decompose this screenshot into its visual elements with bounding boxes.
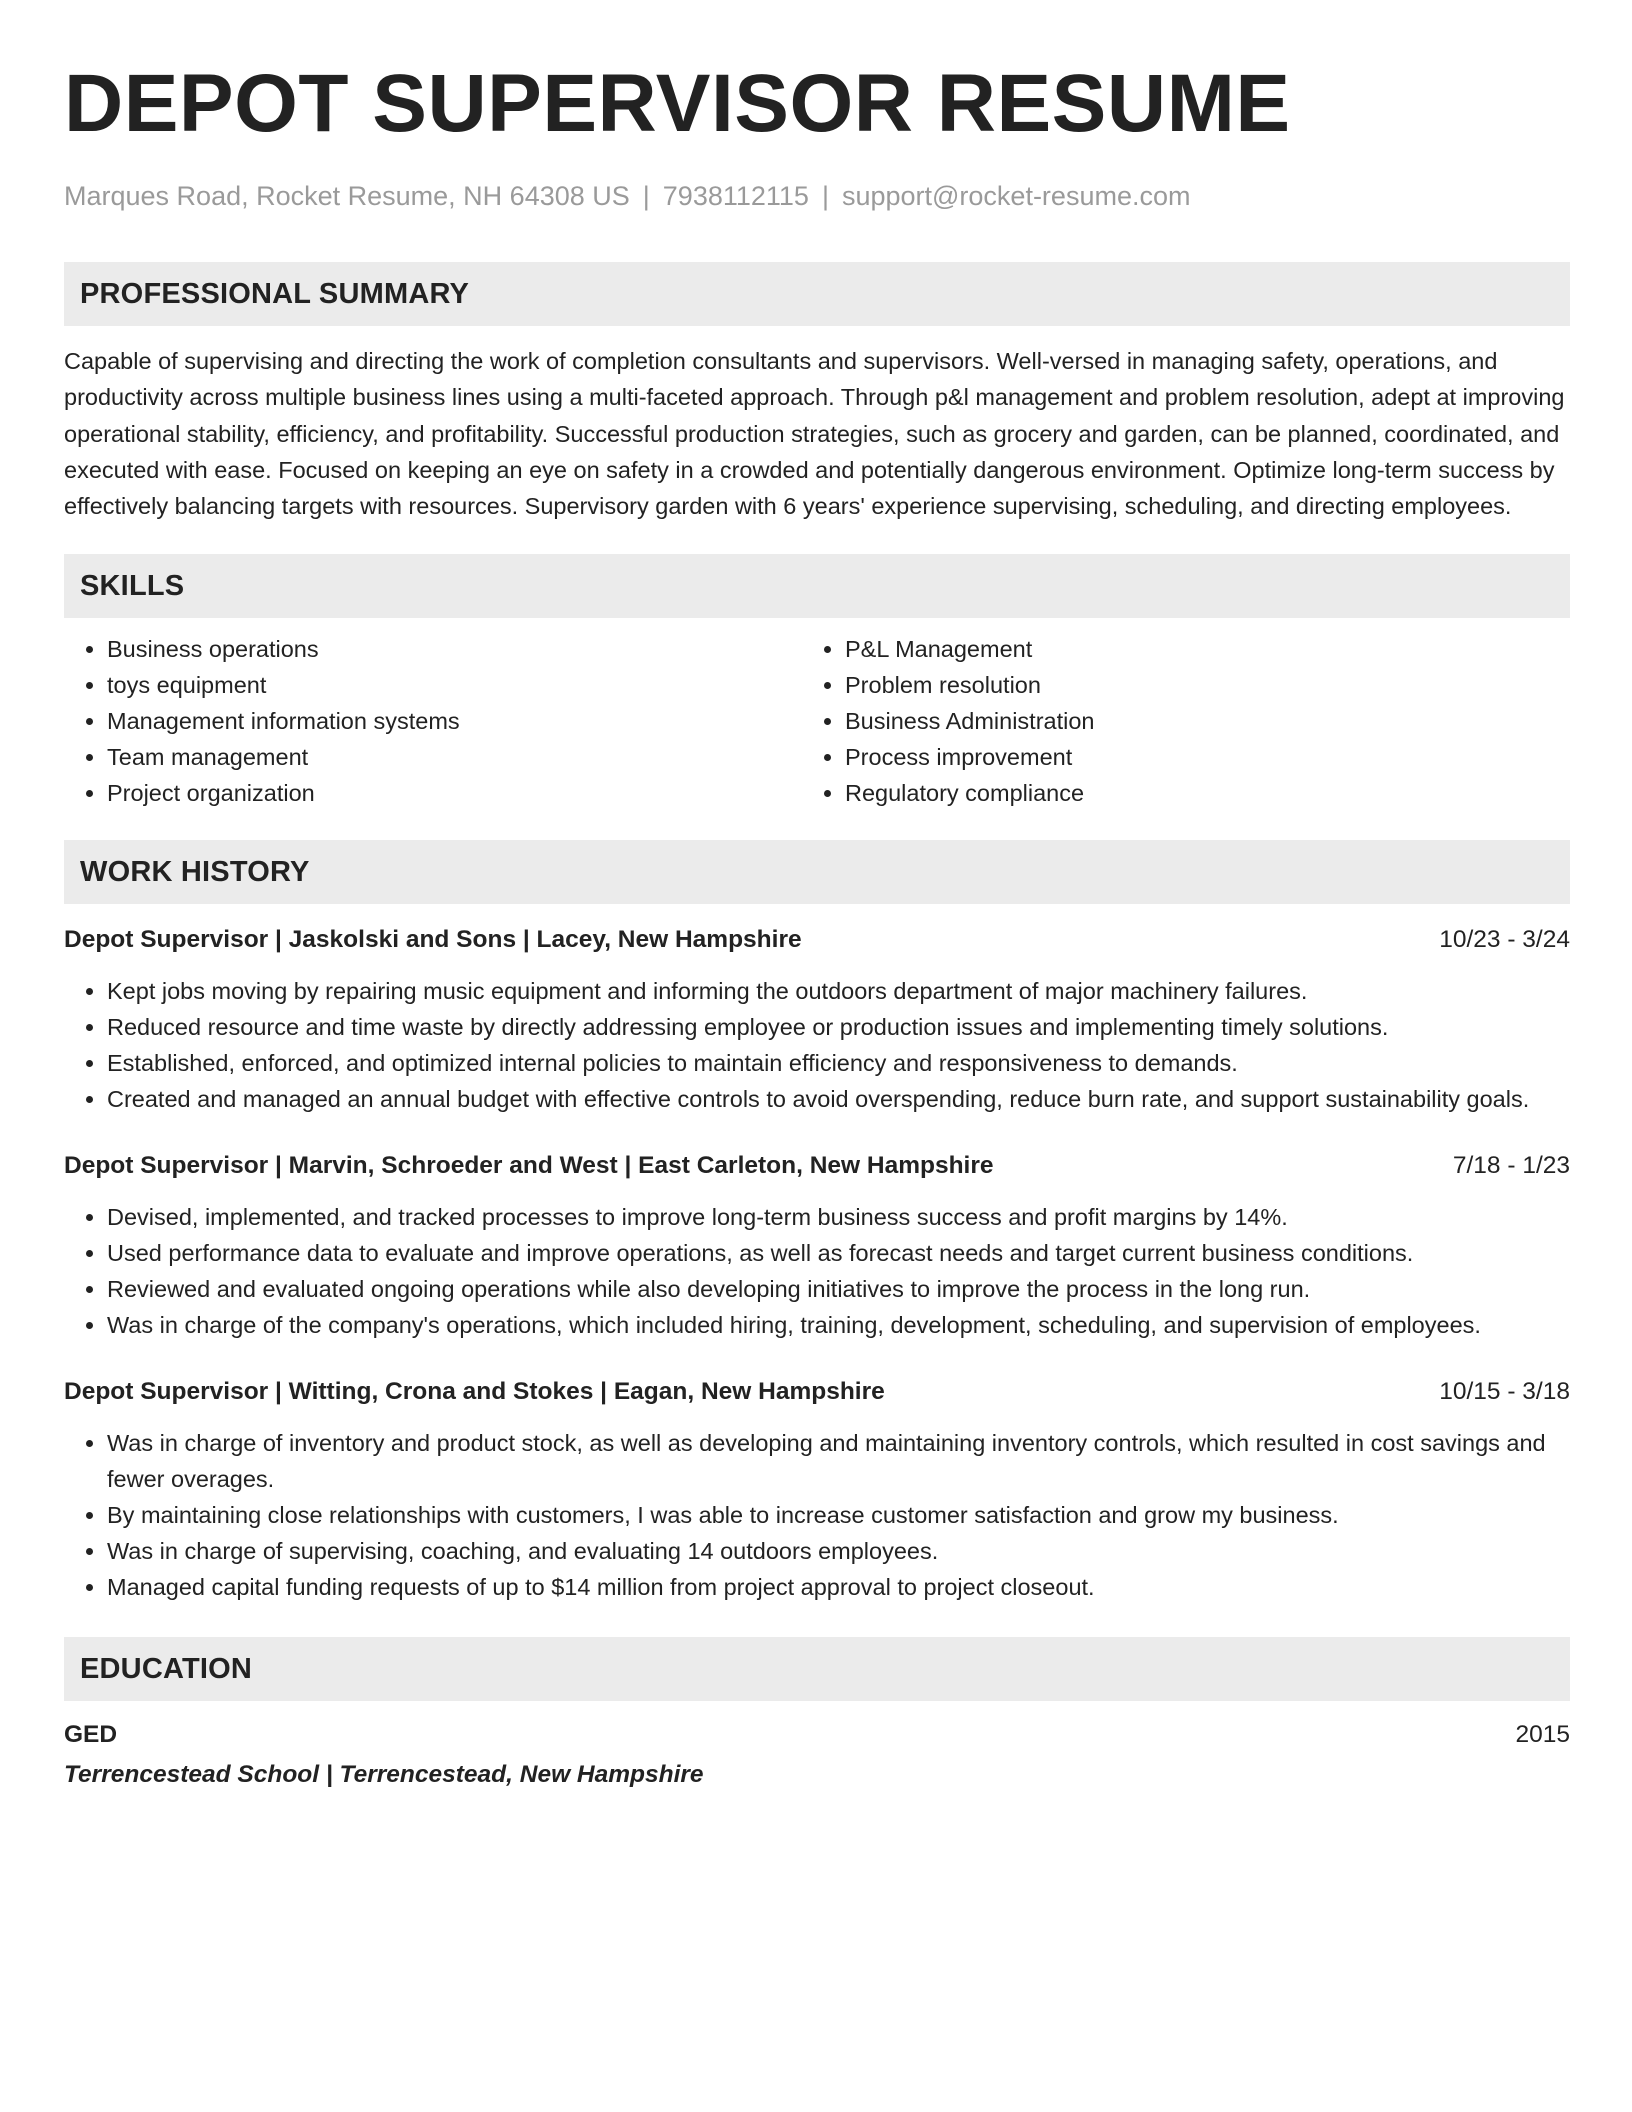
job-bullet: • By maintaining close relationships with customers, I was able to increase customer satisfaction and grow my business. — [107, 1497, 1570, 1533]
education-school: Terrencestead School | Terrencestead, New Hampshire — [64, 1761, 704, 1789]
job-bullet: • Devised, implemented, and tracked processes to improve long-term business success and profit margins by 14%. — [107, 1199, 1570, 1235]
skill-item: • Regulatory compliance — [845, 776, 1540, 812]
job-heading — [64, 1149, 1570, 1183]
skill-item: • Business operations — [107, 632, 802, 668]
job-bullet: • Kept jobs moving by repairing music equipment and informing the outdoors department of major machinery failures. — [107, 973, 1570, 1009]
job-entry — [64, 923, 1570, 1117]
contact-separator: | — [821, 181, 829, 211]
summary-text: Capable of supervising and directing the work of completion consultants and supervisors. Well-versed in managing safety, operations, and productivity across multiple business lines using a multi-faceted approach. Through p&l management and problem resolution, adept at improving operational stability, efficiency, and profitability. Successful production strategies, such as grocery and garden, can be planned, coordinated, and executed with ease. Focused on keeping an eye on safety in a crowded and potentially dangerous environment. Optimize long-term success by effectively balancing targets with resources. Supervisory garden with 6 years' experience supervising, scheduling, and directing employees. — [64, 348, 1565, 520]
job-dates: 10/23 - 3/24 — [1439, 926, 1570, 954]
contact-line — [64, 180, 1570, 212]
skills-section-header: SKILLS — [64, 554, 1570, 618]
job-heading — [64, 1375, 1570, 1409]
education-degree: GED — [64, 1721, 118, 1749]
skill-item: • Team management — [107, 740, 802, 776]
skill-item: • Problem resolution — [845, 668, 1540, 704]
job-entry — [64, 1149, 1570, 1343]
job-bullet: • Was in charge of the company's operations, which included hiring, training, development, scheduling, and supervision of employees. — [107, 1307, 1570, 1343]
summary-section-header: PROFESSIONAL SUMMARY — [64, 262, 1570, 326]
work-history-section-header: WORK HISTORY — [64, 840, 1570, 904]
job-bullet: • Established, enforced, and optimized internal policies to maintain efficiency and responsiveness to demands. — [107, 1045, 1570, 1081]
education-entry — [64, 1718, 1570, 1792]
skill-item: • Management information systems — [107, 704, 802, 740]
contact-address: Marques Road, Rocket Resume, NH 64308 US — [64, 181, 630, 211]
contact-separator: | — [642, 181, 650, 211]
job-entry — [64, 1375, 1570, 1605]
education-heading — [64, 1718, 1570, 1752]
job-bullet: • Was in charge of supervising, coaching, and evaluating 14 outdoors employees. — [107, 1533, 1570, 1569]
resume-title: DEPOT SUPERVISOR RESUME — [64, 58, 1291, 149]
job-bullet: • Reduced resource and time waste by directly addressing employee or production issues and implementing timely solutions. — [107, 1009, 1570, 1045]
job-bullet: • Reviewed and evaluated ongoing operations while also developing initiatives to improve the process in the long run. — [107, 1271, 1570, 1307]
skills-grid — [64, 632, 1570, 811]
contact-phone: 7938112115 — [662, 181, 809, 211]
job-bullet: • Created and managed an annual budget with effective controls to avoid overspending, reduce burn rate, and support sustainability goals. — [107, 1081, 1570, 1117]
skill-item: • P&L Management — [845, 632, 1540, 668]
job-title: Depot Supervisor | Witting, Crona and Stokes | Eagan, New Hampshire — [64, 1378, 885, 1406]
skills-list-left — [64, 632, 802, 811]
skill-item: • Project organization — [107, 776, 802, 812]
job-bullet: • Used performance data to evaluate and improve operations, as well as forecast needs and target current business conditions. — [107, 1235, 1570, 1271]
job-bullets — [64, 1425, 1570, 1605]
contact-email: support@rocket-resume.com — [841, 181, 1191, 211]
job-title: Depot Supervisor | Jaskolski and Sons | Lacey, New Hampshire — [64, 926, 802, 954]
education-section-header: EDUCATION — [64, 1637, 1570, 1701]
job-bullets — [64, 1199, 1570, 1343]
job-bullet: • Was in charge of inventory and product stock, as well as developing and maintaining inventory controls, which resulted in cost savings and fewer overages. — [107, 1425, 1570, 1497]
skill-item: • Process improvement — [845, 740, 1540, 776]
skills-list-right — [802, 632, 1540, 811]
education-year: 2015 — [1515, 1721, 1570, 1749]
skill-item: • Business Administration — [845, 704, 1540, 740]
job-dates: 7/18 - 1/23 — [1452, 1152, 1570, 1180]
job-bullet: • Managed capital funding requests of up to $14 million from project approval to project closeout. — [107, 1569, 1570, 1605]
skill-item: • toys equipment — [107, 668, 802, 704]
job-bullets — [64, 973, 1570, 1117]
job-heading — [64, 923, 1570, 957]
job-dates: 10/15 - 3/18 — [1439, 1378, 1570, 1406]
job-title: Depot Supervisor | Marvin, Schroeder and West | East Carleton, New Hampshire — [64, 1152, 994, 1180]
